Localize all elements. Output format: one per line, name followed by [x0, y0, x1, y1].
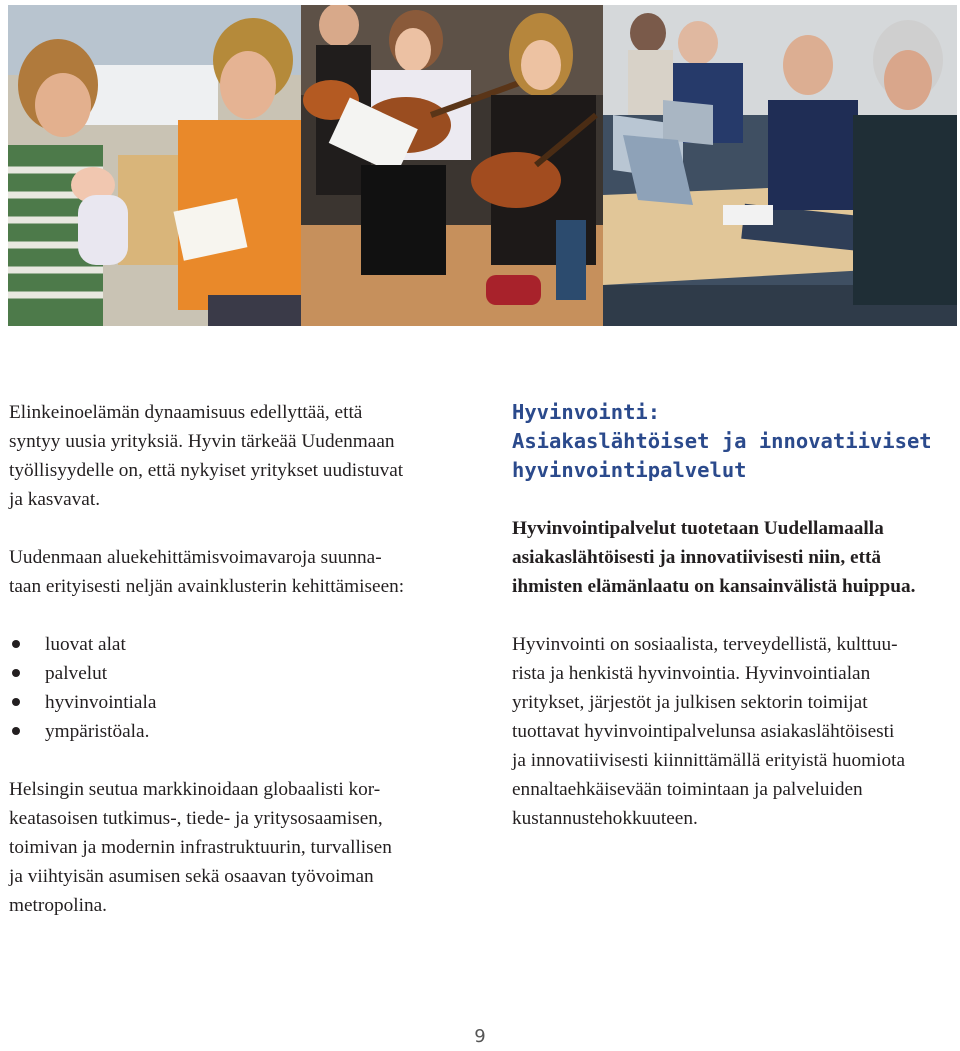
bullet-icon — [12, 727, 20, 735]
intro-paragraph: Elinkeinoelämän dynaamisuus edellyttää, että syntyy uusia yrityksiä. Hyvin tärkeää Uudenmaan työllisyydelle on, että nykyiset yritykset uudistuvat ja kasvavat. — [9, 402, 404, 510]
body-paragraph: Hyvinvointi on sosiaalista, terveydellistä, kulttuu- rista ja henkistä hyvinvointia. Hyvinvointialan yritykset, järjestöt ja julkisen sektorin toimijat tuottavat hyvinvointipalvelunsa asiakaslähtöisesti ja innovatiivisesti kiinnittämällä erityistä huomiota ennaltaehkäisevään toimintaan ja palveluiden kustannustehokkuuteen. — [512, 634, 906, 829]
list-item — [9, 659, 479, 688]
list-item — [9, 717, 479, 746]
clusters-paragraph: Uudenmaan aluekehittämisvoimavaroja suunna- taan erityisesti neljän avainklusterin kehittämiseen: — [9, 547, 405, 597]
list-item-label: palvelut — [45, 663, 108, 684]
section-heading: Hyvinvointi: Asiakaslähtöiset ja innovatiiviset hyvinvointipalvelut — [512, 400, 932, 482]
left-text-column — [9, 398, 479, 949]
meeting-with-laptops-photo — [603, 5, 957, 326]
page-number: 9 — [474, 1026, 486, 1047]
nurse-with-baby-photo — [8, 5, 301, 326]
bullet-icon — [12, 640, 20, 648]
list-item-label: hyvinvointiala — [45, 692, 157, 713]
list-item-label: luovat alat — [45, 634, 126, 655]
right-text-column — [512, 398, 958, 862]
cluster-list — [9, 630, 479, 746]
helsinki-paragraph: Helsingin seutua markkinoidaan globaalisti kor- keatasoisen tutkimus-, tiede- ja yritysosaamisen, toimivan ja modernin infrastruktuurin, turvallisen ja viihtyisän asumisen sekä osaavan työvoiman metropolina. — [9, 779, 392, 916]
list-item-label: ympäristöala. — [45, 721, 150, 742]
list-item — [9, 630, 479, 659]
bullet-icon — [12, 669, 20, 677]
list-item — [9, 688, 479, 717]
lead-paragraph: Hyvinvointipalvelut tuotetaan Uudellamaalla asiakaslähtöisesti ja innovatiivisesti niin, että ihmisten elämänlaatu on kansainvälistä huippua. — [512, 518, 916, 597]
children-playing-guitars-photo — [301, 5, 603, 326]
bullet-icon — [12, 698, 20, 706]
